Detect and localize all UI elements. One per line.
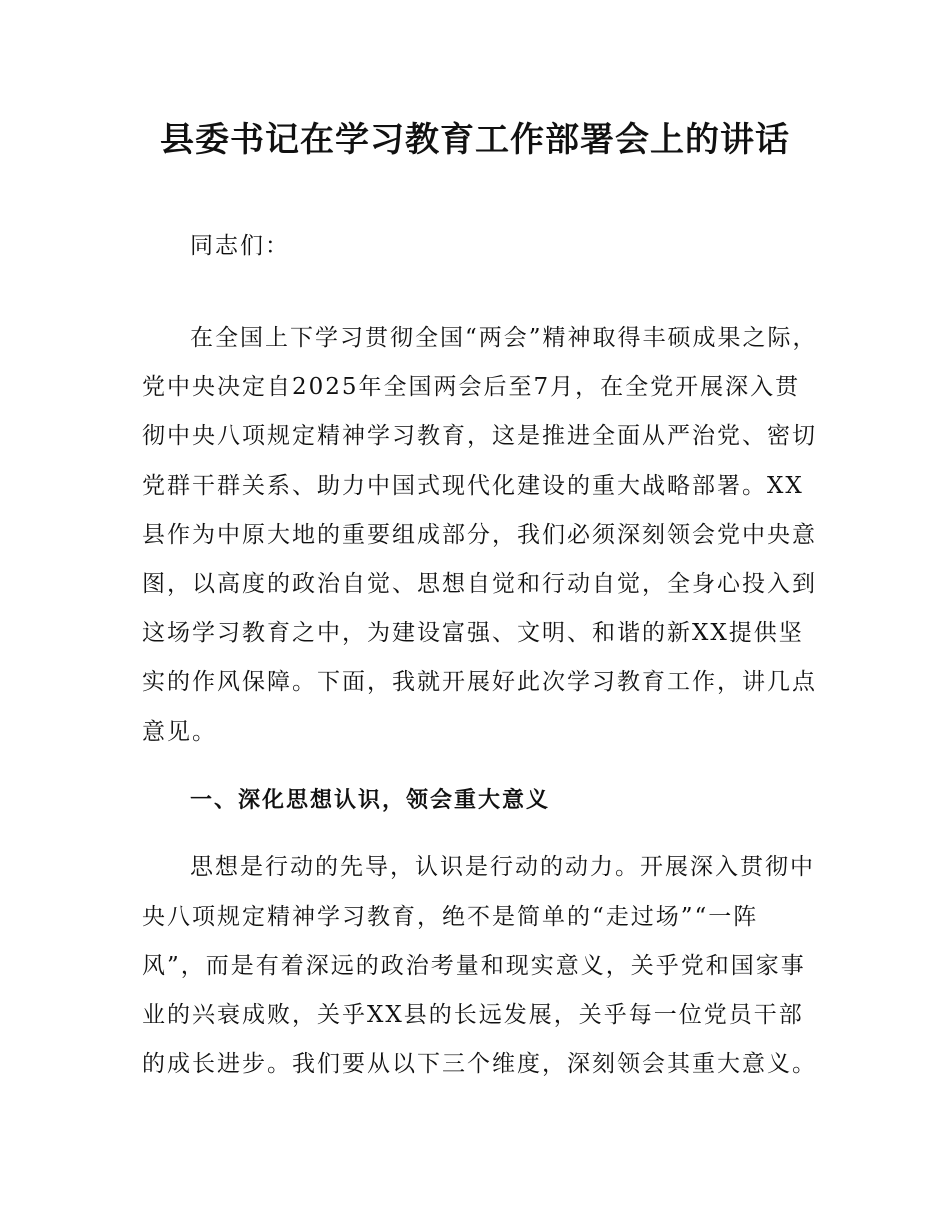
paragraph-line: 意见。 — [142, 719, 217, 745]
document-title: 县委书记在学习教育工作部署会上的讲话 — [160, 120, 790, 160]
paragraph-line: 央八项规定精神学习教育，绝不是简单的“走过场”“一阵 — [142, 904, 759, 930]
paragraph-line: 的成长进步。我们要从以下三个维度，深刻领会其重大意义。 — [142, 1051, 817, 1077]
paragraph-line: 图，以高度的政治自觉、思想自觉和行动自觉，全身心投入到 — [142, 571, 817, 597]
paragraph-line: 在全国上下学习贯彻全国“两会”精神取得丰硕成果之际， — [190, 325, 818, 351]
paragraph-line: 党群干群关系、助力中国式现代化建设的重大战略部署。XX — [142, 473, 804, 499]
paragraph-line: 业的兴衰成败，关乎XX县的长远发展，关乎每一位党员干部 — [142, 1002, 804, 1028]
paragraph-line: 党中央决定自2025年全国两会后至7月，在全党开展深入贯 — [142, 374, 801, 400]
paragraph-line: 县作为中原大地的重要组成部分，我们必须深刻领会党中央意 — [142, 522, 817, 548]
paragraph-line: 彻中央八项规定精神学习教育，这是推进全面从严治党、密切 — [142, 423, 817, 449]
paragraph-line: 思想是行动的先导，认识是行动的动力。开展深入贯彻中 — [190, 854, 815, 880]
paragraph-line: 风”，而是有着深远的政治考量和现实意义，关乎党和国家事 — [142, 953, 806, 979]
paragraph-line: 这场学习教育之中，为建设富强、文明、和谐的新XX提供坚 — [142, 620, 804, 646]
salutation: 同志们： — [190, 233, 290, 259]
section-heading: 一、深化思想认识，领会重大意义 — [190, 788, 551, 813]
paragraph-line: 实的作风保障。下面，我就开展好此次学习教育工作，讲几点 — [142, 669, 817, 695]
